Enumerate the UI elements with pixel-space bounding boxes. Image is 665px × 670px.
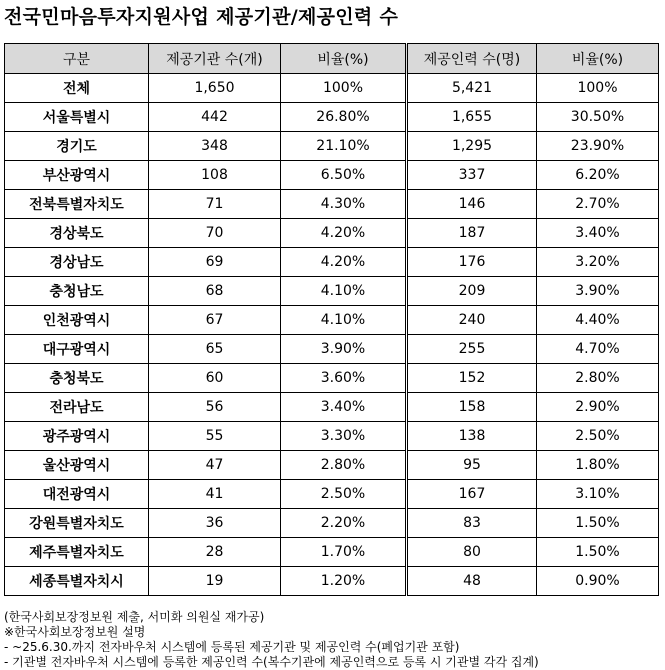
region-cell: 대구광역시 — [5, 335, 149, 364]
provider-ratio-cell: 2.80% — [281, 451, 407, 480]
table-row — [5, 190, 659, 219]
provider-count-cell: 67 — [149, 306, 281, 335]
header-category: 구분 — [5, 44, 149, 74]
staff-count-cell: 337 — [407, 161, 537, 190]
staff-count-cell: 152 — [407, 364, 537, 393]
provider-count-cell: 65 — [149, 335, 281, 364]
provider-ratio-cell: 4.10% — [281, 277, 407, 306]
provider-count-cell: 68 — [149, 277, 281, 306]
provider-ratio-cell: 4.30% — [281, 190, 407, 219]
provider-ratio-cell: 4.10% — [281, 306, 407, 335]
table-row — [5, 538, 659, 567]
provider-ratio-cell: 100% — [281, 74, 407, 103]
table-row — [5, 132, 659, 161]
table-row — [5, 277, 659, 306]
provider-count-cell: 442 — [149, 103, 281, 132]
provider-count-cell: 19 — [149, 567, 281, 596]
staff-ratio-cell: 1.50% — [537, 509, 659, 538]
table-row — [5, 306, 659, 335]
provider-statistics-table — [4, 43, 659, 596]
page-title: 전국민마음투자지원사업 제공기관/제공인력 수 — [4, 6, 399, 28]
provider-count-cell: 47 — [149, 451, 281, 480]
region-cell: 충청북도 — [5, 364, 149, 393]
region-cell: 울산광역시 — [5, 451, 149, 480]
staff-ratio-cell: 1.80% — [537, 451, 659, 480]
provider-count-cell: 108 — [149, 161, 281, 190]
provider-ratio-cell: 3.60% — [281, 364, 407, 393]
staff-ratio-cell: 23.90% — [537, 132, 659, 161]
header-staff-count: 제공인력 수(명) — [407, 44, 537, 74]
provider-count-cell: 348 — [149, 132, 281, 161]
provider-ratio-cell: 4.20% — [281, 219, 407, 248]
staff-ratio-cell: 30.50% — [537, 103, 659, 132]
staff-count-cell: 83 — [407, 509, 537, 538]
source-notes — [4, 610, 539, 670]
provider-count-cell: 36 — [149, 509, 281, 538]
table-row — [5, 364, 659, 393]
staff-ratio-cell: 3.90% — [537, 277, 659, 306]
staff-ratio-cell: 1.50% — [537, 538, 659, 567]
staff-count-cell: 209 — [407, 277, 537, 306]
provider-count-cell: 56 — [149, 393, 281, 422]
provider-ratio-cell: 6.50% — [281, 161, 407, 190]
region-cell: 인천광역시 — [5, 306, 149, 335]
staff-count-cell: 176 — [407, 248, 537, 277]
provider-count-cell: 1,650 — [149, 74, 281, 103]
note-line: - ~25.6.30.까지 전자바우처 시스템에 등록된 제공기관 및 제공인력 수(폐업기관 포함) — [4, 640, 460, 654]
region-cell: 전북특별자치도 — [5, 190, 149, 219]
table-body — [5, 74, 659, 596]
staff-count-cell: 1,295 — [407, 132, 537, 161]
staff-ratio-cell: 2.50% — [537, 422, 659, 451]
table-row — [5, 422, 659, 451]
provider-ratio-cell: 3.30% — [281, 422, 407, 451]
note-line: - 기관별 전자바우처 시스템에 등록한 제공인력 수(복수기관에 제공인력으로 등록 시 기관별 각각 집계) — [4, 655, 539, 669]
region-cell: 부산광역시 — [5, 161, 149, 190]
staff-ratio-cell: 3.20% — [537, 248, 659, 277]
staff-ratio-cell: 2.90% — [537, 393, 659, 422]
table-row — [5, 393, 659, 422]
provider-ratio-cell: 4.20% — [281, 248, 407, 277]
table-row — [5, 451, 659, 480]
provider-ratio-cell: 21.10% — [281, 132, 407, 161]
region-cell: 전라남도 — [5, 393, 149, 422]
staff-ratio-cell: 4.70% — [537, 335, 659, 364]
region-cell: 경상남도 — [5, 248, 149, 277]
staff-count-cell: 138 — [407, 422, 537, 451]
table-row — [5, 480, 659, 509]
region-cell: 경기도 — [5, 132, 149, 161]
provider-ratio-cell: 2.20% — [281, 509, 407, 538]
region-cell: 경상북도 — [5, 219, 149, 248]
provider-ratio-cell: 1.70% — [281, 538, 407, 567]
region-cell: 서울특별시 — [5, 103, 149, 132]
provider-ratio-cell: 3.90% — [281, 335, 407, 364]
staff-ratio-cell: 4.40% — [537, 306, 659, 335]
provider-count-cell: 28 — [149, 538, 281, 567]
provider-ratio-cell: 1.20% — [281, 567, 407, 596]
note-heading: ※한국사회보장정보원 설명 — [4, 625, 146, 639]
staff-count-cell: 5,421 — [407, 74, 537, 103]
staff-ratio-cell: 6.20% — [537, 161, 659, 190]
region-cell: 제주특별자치도 — [5, 538, 149, 567]
table-row — [5, 567, 659, 596]
table-row — [5, 219, 659, 248]
provider-count-cell: 69 — [149, 248, 281, 277]
table-header-row — [5, 44, 659, 74]
staff-count-cell: 1,655 — [407, 103, 537, 132]
header-provider-count: 제공기관 수(개) — [149, 44, 281, 74]
staff-ratio-cell: 100% — [537, 74, 659, 103]
staff-count-cell: 255 — [407, 335, 537, 364]
region-cell: 충청남도 — [5, 277, 149, 306]
staff-ratio-cell: 2.70% — [537, 190, 659, 219]
region-cell: 대전광역시 — [5, 480, 149, 509]
provider-ratio-cell: 2.50% — [281, 480, 407, 509]
table-row — [5, 161, 659, 190]
staff-ratio-cell: 2.80% — [537, 364, 659, 393]
staff-count-cell: 240 — [407, 306, 537, 335]
provider-count-cell: 41 — [149, 480, 281, 509]
provider-count-cell: 60 — [149, 364, 281, 393]
staff-count-cell: 146 — [407, 190, 537, 219]
provider-count-cell: 71 — [149, 190, 281, 219]
region-cell: 전체 — [5, 74, 149, 103]
staff-count-cell: 80 — [407, 538, 537, 567]
staff-count-cell: 95 — [407, 451, 537, 480]
provider-count-cell: 70 — [149, 219, 281, 248]
header-provider-ratio: 비율(%) — [281, 44, 407, 74]
staff-ratio-cell: 0.90% — [537, 567, 659, 596]
staff-ratio-cell: 3.40% — [537, 219, 659, 248]
provider-count-cell: 55 — [149, 422, 281, 451]
staff-ratio-cell: 3.10% — [537, 480, 659, 509]
header-staff-ratio: 비율(%) — [537, 44, 659, 74]
table-row — [5, 103, 659, 132]
region-cell: 세종특별자치시 — [5, 567, 149, 596]
provider-ratio-cell: 3.40% — [281, 393, 407, 422]
table-row — [5, 335, 659, 364]
table-row — [5, 248, 659, 277]
staff-count-cell: 167 — [407, 480, 537, 509]
staff-count-cell: 48 — [407, 567, 537, 596]
staff-count-cell: 158 — [407, 393, 537, 422]
table-row — [5, 74, 659, 103]
region-cell: 광주광역시 — [5, 422, 149, 451]
region-cell: 강원특별자치도 — [5, 509, 149, 538]
staff-count-cell: 187 — [407, 219, 537, 248]
table-row — [5, 509, 659, 538]
note-source: (한국사회보장정보원 제출, 서미화 의원실 재가공) — [4, 610, 265, 624]
provider-ratio-cell: 26.80% — [281, 103, 407, 132]
